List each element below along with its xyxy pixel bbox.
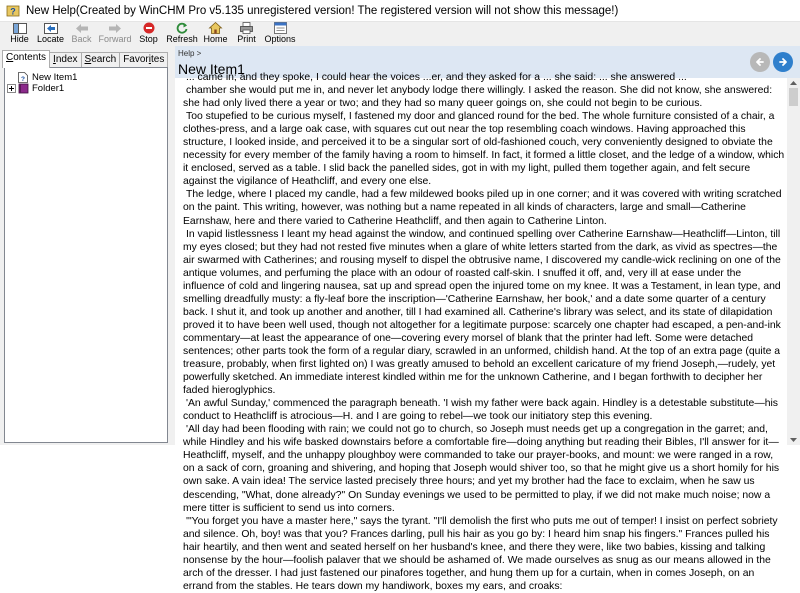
window-title: New Help(Created by WinCHM Pro v5.135 unregistered version! The registered version will not show this message!) [26,4,619,17]
tree-item-new-item1[interactable]: ? New Item1 [18,72,77,83]
stop-button[interactable]: Stop [133,22,164,46]
page-title: New Item1 [178,61,245,77]
tab-contents[interactable]: Contents [2,50,50,68]
paragraph: '"You forget you have a master here," says the tyrant. "I'll demolish the first who puts me out of temper! I insist on perfect sobriety and silence. Oh, boy! was that you? Frances darling, pull his hair as you go by: I heard him snap his fingers." Frances pulled his hair heartily, and then went and seated herself on her husband's knee, and there they were, like two babies, kissing and talking nonsense by the hour—foolish palaver that we should be ashamed of. We made ourselves as snug as our means allowed in the arch of the dresser. I had just fastened our pinafores together, and hung them up for a curtain, when in comes Joseph, on an errand from the stables. He tears down my handiwork, boxes my ears, and croaks: [183,515,778,592]
title-bar [0,0,800,22]
stop-icon [141,22,157,34]
scroll-thumb[interactable] [789,88,798,106]
navigation-tabs [2,50,167,68]
previous-topic-button[interactable] [750,52,770,72]
tab-search[interactable]: Search [81,52,121,68]
page-icon [18,72,28,83]
paragraph: In vapid listlessness I leant my head against the window, and continued spelling over Catherine Earnshaw—Heathcliff—Linton, till my eyes closed; but they had not rested five minutes when a glare of white letters started from the dark, as vivid as spectres—the air swarmed with Catherines; and rousing myself to dispel the obtrusive name, I discovered my candle-wick reclining on one of the antique volumes, and perfuming the place with an odour of roasted calf-skin. I snuffed it off, and, very ill at ease under the influence of cold and lingering nausea, sat up and spread open the injured tome on my knee. It was a Testament, in lean type, and smelling dreadfully musty: a fly-leaf bore the inscription—'Catherine Earnshaw, her book,' and a date some quarter of a century back. I shut it, and took up another and another, till I had examined all. Catherine's library was select, and its state of dilapidation proved it to have been well used, though not altogether for a legitimate purpose: scarcely one chapter had escaped, a pen-and-ink commentary—at least the appearance of one—covering every morsel of blank that the printer had left. Some were detached sentences; other parts took the form of a regular diary, scrawled in an unformed, childish hand. At the top of an extra page (quite a treasure, probably, when first lighted on) I was greatly amused to behold an excellent caricature of my friend Joseph,—rudely, yet powerfully sketched. An immediate interest kindled within me for the unknown Catherine, and I began forthwith to decipher her faded hieroglyphics. [183,228,781,397]
tab-favorites[interactable]: Favorites [119,52,168,68]
tree-item-folder1[interactable]: Folder1 [7,83,64,94]
forward-button[interactable]: Forward [97,22,133,46]
paragraph: chamber she would put me in, and never let anybody lodge there willingly. I asked the reason. She did not know, she answered: she had only lived there a year or two; and they had so many queer goings on, she could not begin to be curious. [183,85,773,110]
print-icon [239,22,255,34]
scroll-up-arrow-icon[interactable] [787,78,800,88]
book-icon [18,83,29,94]
paragraph: ... came in; and they spoke, I could hear the voices ...er, and they asked for a ... she said: ... she answered ... [186,72,687,83]
navigation-pane [0,46,171,445]
contents-tree [4,67,168,443]
locate-icon [43,22,59,34]
options-icon [272,22,288,34]
forward-arrow-icon [107,22,123,34]
help-app-icon [6,4,20,18]
home-icon [208,22,224,34]
paragraph: The ledge, where I placed my candle, had a few mildewed books piled up in one corner; and it was covered with writing scratched on the paint. This writing, however, was nothing but a name repeated in all kinds of characters, large and small—Catherine Earnshaw, here and there varied to Catherine Heathcliff, and then again to Catherine Linton. [183,189,782,227]
hide-icon [12,22,28,34]
paragraph: 'All day had been flooding with rain; we could not go to church, so Joseph must needs get up a congregation in the garret; and, while Hindley and his wife basked downstairs before a comfortable fire—doing anything but reading their Bibles, I'll answer for it—Heathcliff, myself, and the unhappy ploughboy were commanded to take our prayer-books, and mount: we were ranged in a row, on a sack of corn, groaning and shivering, and hoping that Joseph would shiver too, so that he might give us a short homily for his own sake. A vain idea! The service lasted precisely three hours; and yet my brother had the face to exclaim, when he saw us descending, "What, done already?" On Sunday evenings we used to be permitted to play, if we did not make much noise; now a mere titter is sufficient to send us into corners. [183,424,780,514]
options-button[interactable]: Options [262,22,298,46]
home-button[interactable]: Home [200,22,231,46]
svg-text:?: ? [10,6,16,16]
vertical-scrollbar[interactable] [787,78,800,445]
toolbar [0,22,800,46]
expand-plus-icon[interactable] [7,84,16,93]
tab-index[interactable]: Index [49,52,81,68]
back-button[interactable]: Back [66,22,97,46]
refresh-button[interactable]: Refresh [164,22,200,46]
topic-body [175,72,787,592]
back-arrow-icon [74,22,90,34]
breadcrumb[interactable]: Help > [178,49,202,58]
svg-text:?: ? [21,76,25,83]
refresh-icon [174,22,190,34]
print-button[interactable]: Print [231,22,262,46]
arrow-right-icon [777,56,789,68]
arrow-left-icon [754,56,766,68]
scroll-down-arrow-icon[interactable] [787,435,800,445]
hide-button[interactable]: Hide [4,22,35,46]
locate-button[interactable]: Locate [35,22,66,46]
paragraph: Too stupefied to be curious myself, I fastened my door and glanced round for the bed. The whole furniture consisted of a chair, a clothes-press, and a large oak case, with squares cut out near the top resembling coach windows. Having approached this structure, I looked inside, and perceived it to be a singular sort of old-fashioned couch, very conveniently designed to obviate the necessity for every member of the family having a room to himself. In fact, it formed a little closet, and the ledge of a window, which it enclosed, served as a table. I slid back the panelled sides, got in with my light, pulled them together again, and felt secure against the vigilance of Heathcliff, and every one else. [183,111,785,188]
paragraph: 'An awful Sunday,' commenced the paragraph beneath. 'I wish my father were back again. Hindley is a detestable substitute—his conduct to Heathcliff is atrocious—H. and I are going to rebel—we took our initiatory step this evening. [183,398,779,423]
topic-text [183,71,785,593]
content-pane [175,46,800,592]
next-topic-button[interactable] [773,52,793,72]
